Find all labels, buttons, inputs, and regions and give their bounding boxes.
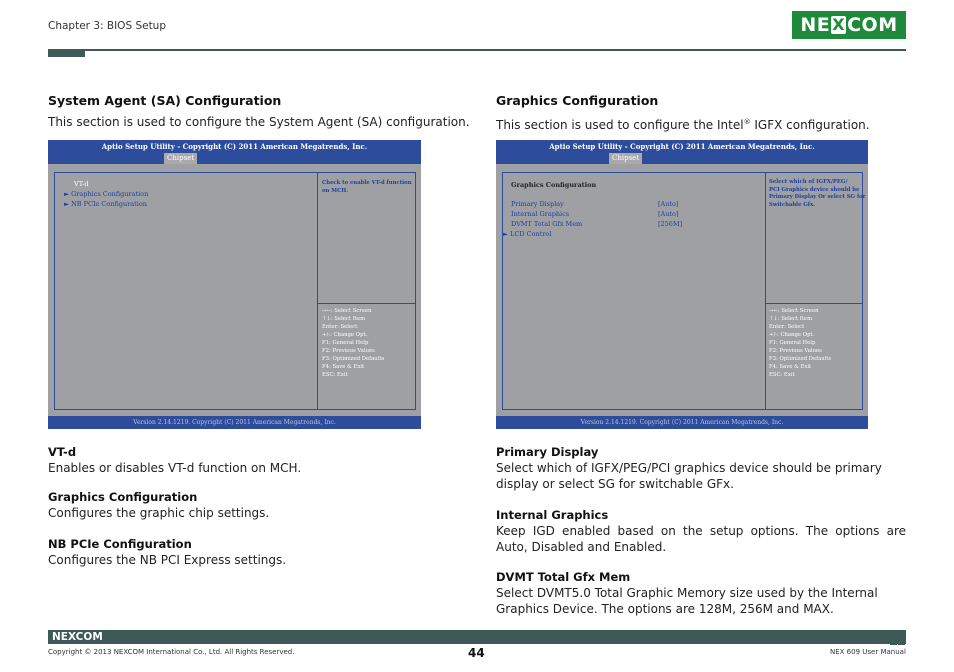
bios-screen-graphics (496, 140, 868, 429)
bios-tab-bar (48, 153, 421, 164)
bios-help-text: Select which of IGFX/PEG/ PCI Graphics device should be Primary Display Or select SG for Switchable Gfx. (769, 179, 866, 208)
page-number: 44 (468, 646, 485, 660)
bios-help-text: Check to enable VT-d function on MCH. (322, 180, 412, 194)
desc-dvmt-total: Select DVMT5.0 Total Graphic Memory size used by the Internal Graphics Device. The options are 128M, 256M and MAX. (496, 586, 878, 616)
bios-item-internal-graphics[interactable]: Internal Graphics (511, 210, 570, 218)
term-vtd: VT-d (48, 445, 77, 459)
desc-nb-pcie-config: Configures the NB PCI Express settings. (48, 553, 287, 567)
sa-config-heading: System Agent (SA) Configuration (48, 93, 282, 108)
bios-item-primary-display[interactable]: Primary Display (511, 200, 564, 208)
sa-config-intro: This section is used to configure the System Agent (SA) configuration. (48, 115, 470, 129)
footer-square-icon (890, 638, 897, 645)
desc-graphics-config: Configures the graphic chip settings. (48, 506, 270, 520)
footer-square-icon (890, 630, 897, 637)
manual-name: NEX 609 User Manual (830, 648, 906, 656)
bios-title-bar: Aptio Setup Utility - Copyright (C) 2011 American Megatrends, Inc. (48, 140, 421, 153)
desc-vtd: Enables or disables VT-d function on MCH. (48, 461, 302, 475)
bios-title-bar: Aptio Setup Utility - Copyright (C) 2011 American Megatrends, Inc. (496, 140, 868, 153)
bios-item-graphics-config[interactable]: ► Graphics Configuration (64, 190, 149, 198)
bios-item-lcd-control[interactable]: ► LCD Control (503, 230, 552, 238)
term-primary-display: Primary Display (496, 445, 599, 459)
bios-tab-chipset[interactable]: Chipset (609, 153, 642, 164)
desc-primary-display: Select which of IGFX/PEG/PCI graphics device should be primary display or select SG for switchable GFx. (496, 461, 882, 491)
graphics-config-intro: This section is used to configure the Intel® IGFX configuration. (496, 118, 870, 132)
bios-item-dvmt-total[interactable]: DVMT Total Gfx Mem (511, 220, 583, 228)
bios-value-internal-graphics[interactable]: [Auto] (658, 210, 679, 218)
bios-item-vtd[interactable]: VT-d (74, 180, 89, 188)
bios-footer: Version 2.14.1219. Copyright (C) 2011 American Megatrends, Inc. (496, 416, 868, 429)
bios-key-legend: →←: Select Screen ↑↓: Select Item Enter: Select +/-: Change Opt. F1: General Help F2: Previous Values F3: Optimized Defaults F4: Save & Exit ESC: Exit (322, 308, 385, 378)
bios-value-dvmt-total[interactable]: [256M] (658, 220, 683, 228)
footer-logo: NEXCOM (48, 630, 108, 644)
chapter-title: Chapter 3: BIOS Setup (48, 20, 167, 32)
footer-square-icon (898, 638, 905, 645)
term-internal-graphics: Internal Graphics (496, 508, 609, 522)
bios-item-nb-pcie-config[interactable]: ► NB PCIe Configuration (64, 200, 147, 208)
term-nb-pcie-config: NB PCIe Configuration (48, 537, 192, 551)
bios-value-primary-display[interactable]: [Auto] (658, 200, 679, 208)
bios-footer: Version 2.14.1219. Copyright (C) 2011 American Megatrends, Inc. (48, 416, 421, 429)
bios-section-title: Graphics Configuration (511, 181, 597, 189)
header-accent (48, 49, 85, 57)
term-graphics-config: Graphics Configuration (48, 490, 198, 504)
term-dvmt-total: DVMT Total Gfx Mem (496, 570, 631, 584)
nexcom-logo: NE X COM (792, 11, 906, 39)
bios-key-legend: →←: Select Screen ↑↓: Select Item Enter: Select +/-: Change Opt. F1: General Help F2: Previous Values F3: Optimized Defaults F4: Save & Exit ESC: Exit (769, 308, 832, 378)
footer-copyright: Copyright © 2013 NEXCOM International Co., Ltd. All Rights Reserved. (48, 648, 295, 656)
desc-internal-graphics: Keep IGD enabled based on the setup options. The options are Auto, Disabled and Enabled. (496, 524, 906, 554)
header-divider (48, 49, 906, 51)
bios-tab-bar (496, 153, 868, 164)
footer-bar (48, 630, 906, 644)
bios-tab-chipset[interactable]: Chipset (164, 153, 197, 164)
bios-screen-sa (48, 140, 421, 429)
graphics-config-heading: Graphics Configuration (496, 93, 659, 108)
